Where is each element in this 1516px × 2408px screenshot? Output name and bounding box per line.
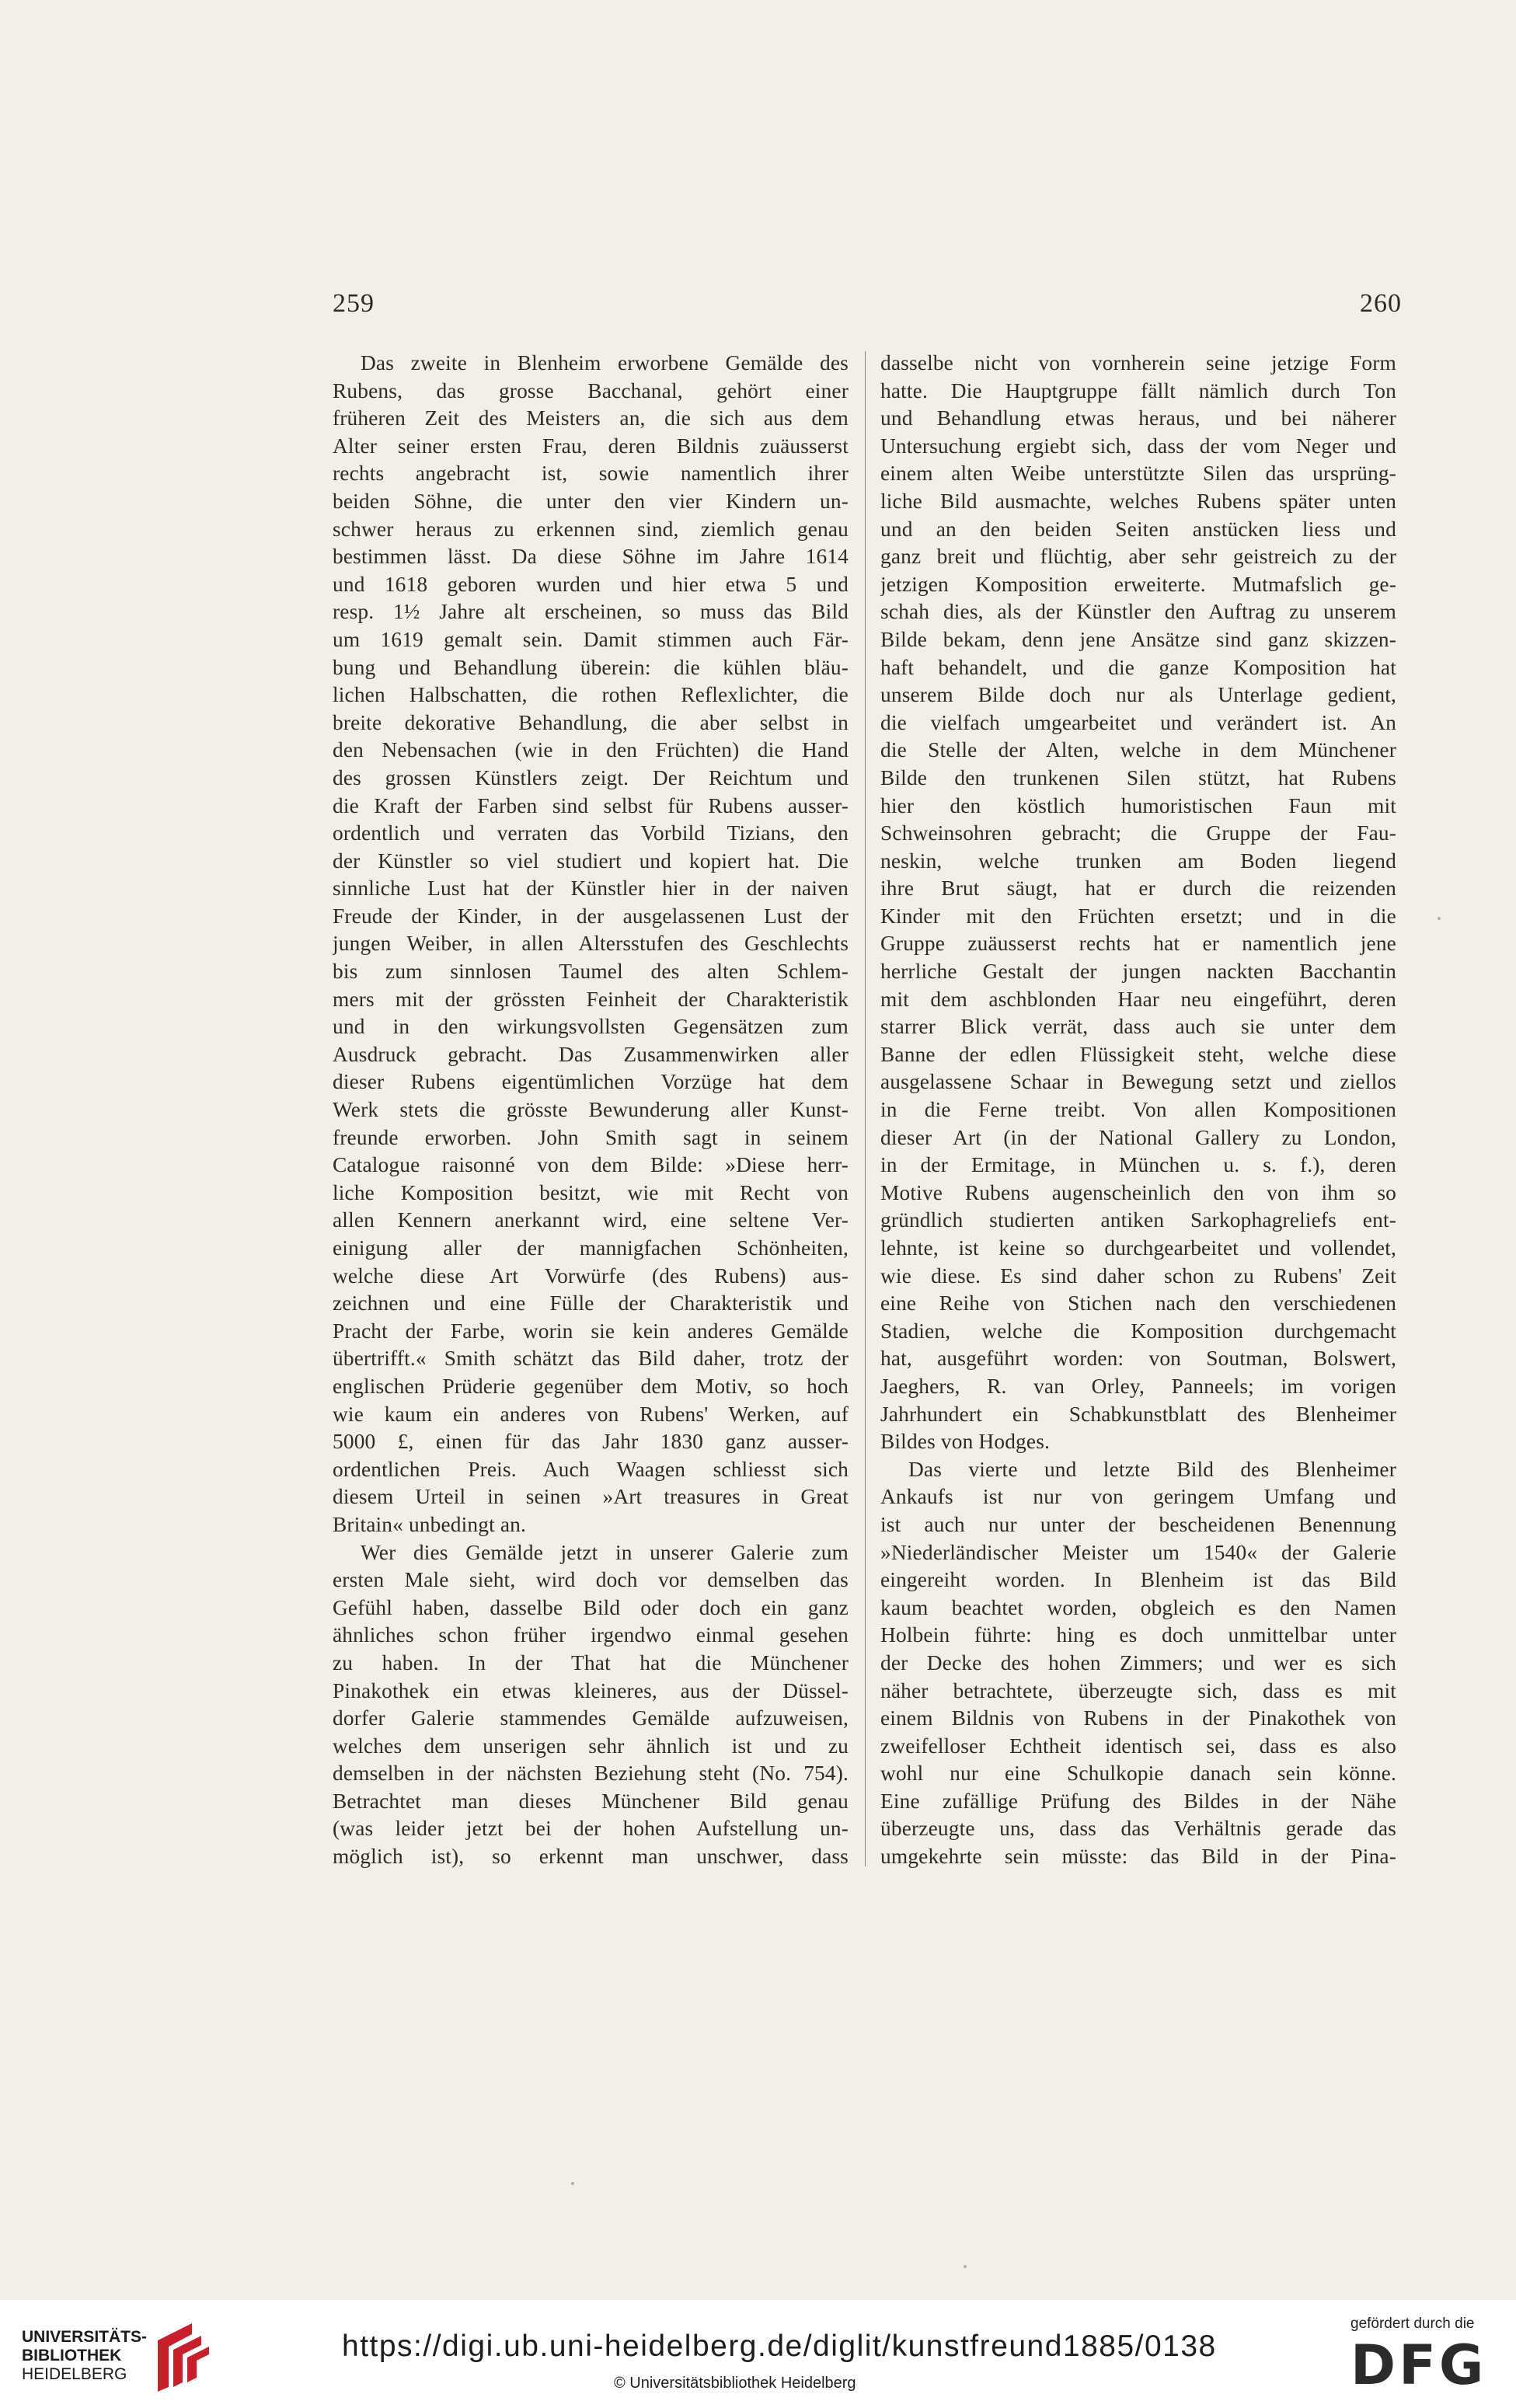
text-line: kaum beachtet worden, obgleich es den Namen [880,1595,1396,1619]
text-line: umgekehrte sein müsste: das Bild in der Pina- [880,1845,1396,1869]
text-line: Bildes von Hodges. [880,1430,1051,1454]
text-line: ihre Brut säugt, hat er durch die reizenden [880,876,1396,901]
text-line: allen Kennern anerkannt wird, eine seltene Ver- [333,1208,849,1232]
text-line: herrliche Gestalt der jungen nackten Bacchantin [880,960,1396,984]
text-line: Das zweite in Blenheim erworbene Gemälde des [361,351,849,375]
text-line: wie diese. Es sind daher schon zu Rubens' Zeit [880,1263,1396,1288]
text-line: in der Ermitage, in München u. s. f.), deren [880,1153,1396,1177]
text-line: überzeugte uns, dass das Verhältnis gerade das [880,1817,1396,1841]
text-line: und Behandlung etwas heraus, und bei näherer [880,406,1396,430]
text-line: schwer heraus zu erkennen sind, ziemlich genau [333,517,849,541]
text-line: Gruppe zuäusserst rechts hat er namentlich jene [880,932,1396,956]
document-url-link[interactable]: https://digi.ub.uni-heidelberg.de/diglit/kunstfreund1885/0138 [342,2330,1217,2363]
library-name-line: UNIVERSITÄTS- [22,2328,148,2346]
text-line: demselben in der nächsten Beziehung steht (No. 754). [333,1762,849,1786]
text-line: ganz breit und flüchtig, aber sehr geistreich zu der [880,545,1396,569]
text-line: und 1618 geboren wurden und hier etwa 5 und [333,572,849,596]
text-line: die Stelle der Alten, welche in dem Münchener [880,738,1396,762]
text-line: und an den beiden Seiten anstücken liess und [880,517,1396,541]
text-line: Ankaufs ist nur von geringem Umfang und [880,1485,1396,1509]
text-line: diesem Urteil in seinen »Art treasures in Great [333,1485,849,1509]
text-line: jetzigen Komposition erweiterte. Mutmafslich ge- [880,572,1396,596]
text-line: Pracht der Farbe, worin sie kein anderes Gemälde [333,1319,849,1343]
text-line: dieser Rubens eigentümlichen Vorzüge hat dem [333,1070,849,1094]
text-line: übertrifft.« Smith schätzt das Bild daher, trotz der [333,1347,849,1371]
text-line: Das vierte und letzte Bild des Blenheimer [908,1457,1396,1481]
library-name [22,2328,147,2384]
copyright-notice: © Universitätsbibliothek Heidelberg [614,2375,856,2392]
text-line: Bilde bekam, denn jene Ansätze sind ganz skizzen- [880,627,1396,651]
text-line: zeichnen und eine Fülle der Charakteristik und [333,1291,849,1316]
text-line: hatte. Die Hauptgruppe fällt nämlich durch Ton [880,378,1396,402]
text-line: Eine zufällige Prüfung des Bildes in der Nähe [880,1789,1396,1813]
text-line: Betrachtet man dieses Münchener Bild genau [333,1789,849,1813]
text-line: einem Bildnis von Rubens in der Pinakothek von [880,1706,1396,1730]
text-line: Jaeghers, R. van Orley, Panneels; im vorigen [880,1374,1396,1398]
text-line: hat, ausgeführt worden: von Soutman, Bolswert, [880,1347,1396,1371]
text-line: sinnliche Lust hat der Künstler hier in der naiven [333,876,849,901]
text-line: in die Ferne treibt. Von allen Kompositionen [880,1098,1396,1122]
text-line: welches dem unserigen sehr ähnlich ist und zu [333,1734,849,1758]
column-divider [865,351,866,1866]
text-line: Banne der edlen Flüssigkeit steht, welche diese [880,1042,1396,1066]
text-line: wie kaum ein anderes von Rubens' Werken, auf [333,1402,849,1426]
paper-speck [1438,917,1441,920]
text-line: Stadien, welche die Komposition durchgemacht [880,1319,1396,1343]
text-line: ersten Male sieht, wird doch vor demselben das [333,1568,849,1592]
text-line: schah dies, als der Künstler den Auftrag zu unserem [880,600,1396,624]
text-line: breite dekorative Behandlung, die aber selbst in [333,710,849,734]
text-line: wohl nur eine Schulkopie danach sein könne. [880,1762,1396,1786]
text-line: gründlich studierten antiken Sarkophagreliefs ent- [880,1208,1396,1232]
text-line: ist auch nur unter der bescheidenen Benennung [880,1512,1396,1536]
text-line: möglich ist), so erkennt man unschwer, dass [333,1845,849,1869]
text-column-right [880,350,1396,1871]
text-line: neskin, welche trunken am Boden liegend [880,849,1396,873]
text-line: Pinakothek ein etwas kleineres, aus der Düssel- [333,1678,849,1702]
text-line: welche diese Art Vorwürfe (des Rubens) aus- [333,1263,849,1288]
text-line: bung und Behandlung überein: die kühlen bläu- [333,655,849,679]
funder-label: gefördert durch die [1350,2316,1475,2332]
text-line: Britain« unbedingt an. [333,1512,527,1536]
text-line: Alter seiner ersten Frau, deren Bildnis zuäusserst [333,434,849,458]
text-line: ähnliches schon früher irgendwo einmal gesehen [333,1623,849,1647]
text-line: dasselbe nicht von vornherein seine jetzige Form [880,351,1396,375]
text-column-left [333,350,849,1871]
text-line: englischen Prüderie gegenüber dem Motiv, so hoch [333,1374,849,1398]
text-line: liche Komposition besitzt, wie mit Recht von [333,1180,849,1204]
text-line: Kinder mit den Früchten ersetzt; und in die [880,904,1396,928]
text-line: unserem Bilde doch nur als Unterlage gedient, [880,683,1396,707]
text-line: eine Reihe von Stichen nach den verschiedenen [880,1291,1396,1316]
text-line: der Künstler so viel studiert und kopiert hat. Die [333,849,849,873]
paper-speck [964,2265,967,2268]
text-line: liche Bild ausmachte, welches Rubens später unten [880,489,1396,513]
text-line: Motive Rubens augenscheinlich den von ihm so [880,1180,1396,1204]
text-line: Wer dies Gemälde jetzt in unserer Galerie zum [361,1540,849,1564]
text-line: »Niederländischer Meister um 1540« der Galerie [880,1540,1396,1564]
library-logo-icon [152,2317,214,2395]
footer-bar [0,2300,1516,2408]
text-line: hier den köstlich humoristischen Faun mit [880,793,1396,817]
text-line: zweifelloser Echtheit identisch sei, dass es also [880,1734,1396,1758]
text-line: ordentlich und verraten das Vorbild Tizians, den [333,821,849,845]
text-line: starrer Blick verrät, dass auch sie unter dem [880,1015,1396,1039]
text-line: der Decke des hohen Zimmers; und wer es sich [880,1650,1396,1674]
text-line: den Nebensachen (wie in den Früchten) die Hand [333,738,849,762]
library-name-line: BIBLIOTHEK [22,2347,122,2364]
dfg-logo: DFG [1350,2333,1487,2397]
text-line: Werk stets die grösste Bewunderung aller Kunst- [333,1098,849,1122]
text-line: einem alten Weibe unterstützte Silen das ursprüng- [880,462,1396,486]
text-line: lehnte, ist keine so durchgearbeitet und vollendet, [880,1236,1396,1260]
text-line: die Kraft der Farben sind selbst für Rubens ausser- [333,793,849,817]
text-line: (was leider jetzt bei der hohen Aufstellung un- [333,1817,849,1841]
text-line: Untersuchung ergiebt sich, dass der vom Neger und [880,434,1396,458]
text-line: dorfer Galerie stammendes Gemälde aufzuweisen, [333,1706,849,1730]
text-line: eingereiht worden. In Blenheim ist das Bild [880,1568,1396,1592]
text-line: und in den wirkungsvollsten Gegensätzen zum [333,1015,849,1039]
text-line: ausgelassene Schaar in Bewegung setzt und ziellos [880,1070,1396,1094]
text-line: Bilde den trunkenen Silen stützt, hat Rubens [880,765,1396,789]
text-line: dieser Art (in der National Gallery zu London, [880,1125,1396,1149]
text-line: Holbein führte: hing es doch unmittelbar unter [880,1623,1396,1647]
text-line: jungen Weiber, in allen Altersstufen des Geschlechts [333,932,849,956]
text-line: einigung aller der mannigfachen Schönheiten, [333,1236,849,1260]
text-line: beiden Söhne, die unter den vier Kindern un- [333,489,849,513]
text-line: Ausdruck gebracht. Das Zusammenwirken aller [333,1042,849,1066]
text-line: lichen Halbschatten, die rothen Reflexlichter, die [333,683,849,707]
text-line: bestimmen lässt. Da diese Söhne im Jahre 1614 [333,545,849,569]
text-line: Rubens, das grosse Bacchanal, gehört einer [333,378,849,402]
text-line: Freude der Kinder, in der ausgelassenen Lust der [333,904,849,928]
text-line: resp. 1½ Jahre alt erscheinen, so muss das Bild [333,600,849,624]
text-line: um 1619 gemalt sein. Damit stimmen auch Fär- [333,627,849,651]
text-line: zu haben. In der That hat die Münchener [333,1650,849,1674]
page-number-left: 259 [333,289,375,318]
text-line: freunde erworben. John Smith sagt in seinem [333,1125,849,1149]
text-line: Gefühl haben, dasselbe Bild oder doch ein ganz [333,1595,849,1619]
text-line: die vielfach umgearbeitet und verändert ist. An [880,710,1396,734]
text-line: 5000 £, einen für das Jahr 1830 ganz ausser- [333,1430,849,1454]
text-line: Schweinsohren gebracht; die Gruppe der Fau- [880,821,1396,845]
text-line: früheren Zeit des Meisters an, die sich aus dem [333,406,849,430]
text-line: mers mit der grössten Feinheit der Charakteristik [333,987,849,1011]
paper-speck [571,2182,574,2185]
text-line: mit dem aschblonden Haar neu eingeführt, deren [880,987,1396,1011]
text-line: rechts angebracht ist, sowie namentlich ihrer [333,462,849,486]
text-line: haft behandelt, und die ganze Komposition hat [880,655,1396,679]
library-name-line: HEIDELBERG [22,2365,127,2383]
text-line: näher betrachtete, überzeugte sich, dass es mit [880,1678,1396,1702]
text-line: bis zum sinnlosen Taumel des alten Schlem- [333,960,849,984]
text-line: ordentlichen Preis. Auch Waagen schliesst sich [333,1457,849,1481]
page-number-right: 260 [1360,289,1402,318]
text-line: Jahrhundert ein Schabkunstblatt des Blenheimer [880,1402,1396,1426]
text-line: des grossen Künstlers zeigt. Der Reichtum und [333,765,849,789]
text-line: Catalogue raisonné von dem Bilde: »Diese herr- [333,1153,849,1177]
